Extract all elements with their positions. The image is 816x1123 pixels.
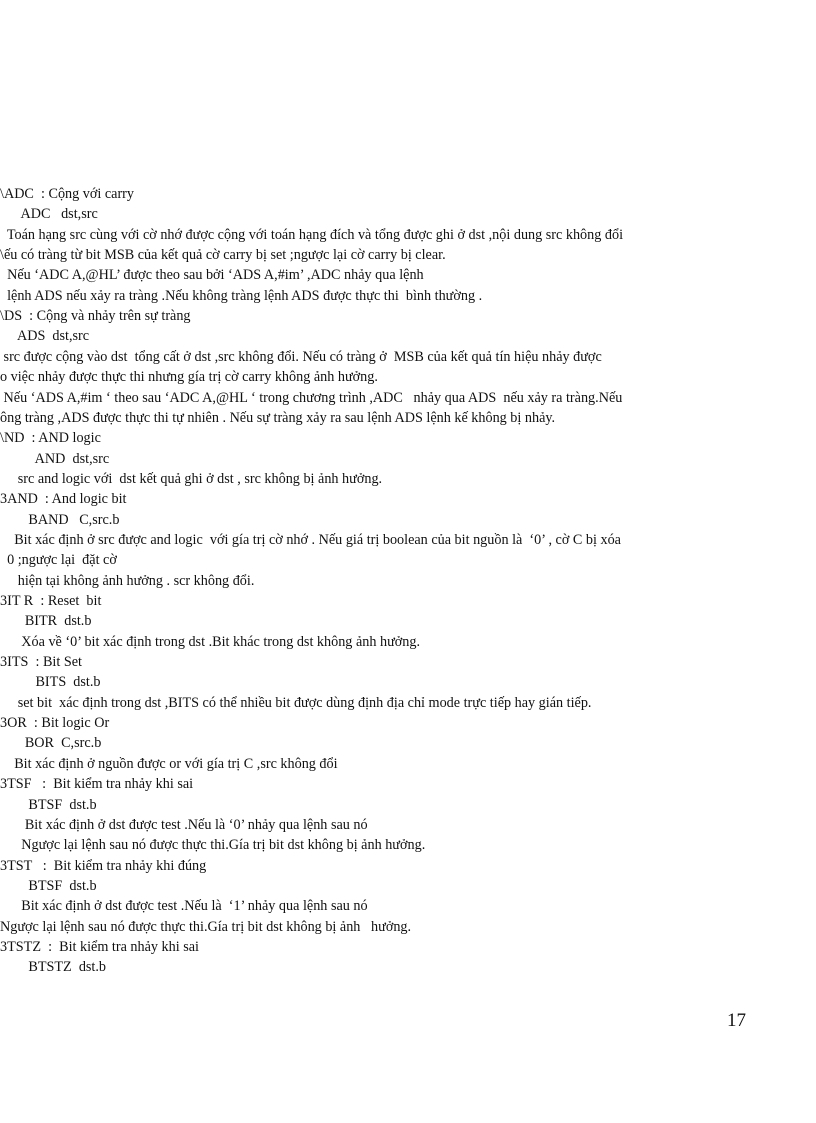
text-line: Ngược lại lệnh sau nó được thực thi.Gía trị bit dst không bị ảnh hưởng. [0, 918, 412, 935]
text-line: BITR dst.b [0, 613, 92, 630]
text-line: 3TSF : Bit kiểm tra nhảy khi sai [0, 776, 194, 793]
text-line: ADS dst,src [0, 328, 90, 345]
text-line: src and logic với dst kết quả ghi ở dst , src không bị ảnh hưởng. [0, 470, 383, 487]
text-line: 3AND : And logic bit [0, 491, 127, 508]
text-line: \ADC : Cộng với carry [0, 186, 134, 202]
text-line: BTSF dst.b [0, 877, 97, 894]
text-line: \ND : AND logic [0, 430, 101, 447]
text-line: BITS dst.b [0, 674, 101, 691]
text-line: Ngược lại lệnh sau nó được thực thi.Gía trị bit dst không bị ảnh hưởng. [0, 837, 426, 854]
text-line: Nếu ‘ADS A,#im ‘ theo sau ‘ADC A,@HL ‘ trong chương trình ,ADC nhảy qua ADS nếu xảy ra tràng.Nếu [0, 389, 623, 406]
text-line: Bit xác định ở nguồn được or với gía trị C ,src không đổi [0, 755, 338, 772]
text-line: Bit xác định ở dst được test .Nếu là ‘0’ nhảy qua lệnh sau nó [0, 816, 368, 833]
text-line: 3IT R : Reset bit [0, 593, 102, 609]
text-line: o việc nhảy được thực thi nhưng gía trị cờ carry không ảnh hưởng. [0, 369, 378, 386]
text-line: hiện tại không ảnh hưởng . scr không đổi. [0, 572, 255, 589]
text-line: set bit xác định trong dst ,BITS có thể nhiều bit được dùng định địa chỉ mode trực tiếp hay gián tiếp. [0, 694, 592, 711]
text-line: Toán hạng src cùng với cờ nhớ được cộng với toán hạng đích và tổng được ghi ở dst ,nội dung src không đổi [0, 226, 624, 243]
text-line: Bit xác định ở src được and logic với gía trị cờ nhớ . Nếu giá trị boolean của bit nguồn là ‘0’ , cờ C bị xóa [0, 531, 621, 548]
text-line: \ếu có tràng từ bit MSB của kết quả cờ carry bị set ;ngược lại cờ carry bị clear. [0, 247, 446, 264]
text-line: ông tràng ,ADS được thực thi tự nhiên . Nếu sự tràng xảy ra sau lệnh ADS lệnh kế không bị nhảy. [0, 409, 556, 426]
text-line: AND dst,src [0, 450, 110, 467]
text-line: BTSF dst.b [0, 796, 97, 813]
page-number: 17 [727, 1010, 746, 1031]
text-line: src được cộng vào dst tổng cất ở dst ,src không đổi. Nếu có tràng ở MSB của kết quả tín hiệu nhảy được [0, 348, 602, 365]
text-line: Nếu ‘ADC A,@HL’ được theo sau bởi ‘ADS A,#im’ ,ADC nhảy qua lệnh [0, 267, 424, 284]
text-line: Xóa về ‘0’ bit xác định trong dst .Bit khác trong dst không ảnh hưởng. [0, 633, 420, 650]
text-line: BAND C,src.b [0, 511, 120, 528]
text-line: 0 ;ngược lại đặt cờ [0, 552, 117, 569]
text-line: ADC dst,src [0, 206, 98, 223]
text-line: 3ITS : Bit Set [0, 654, 82, 671]
text-line: BOR C,src.b [0, 735, 102, 752]
text-line: lệnh ADS nếu xảy ra tràng .Nếu không tràng lệnh ADS được thực thi bình thường . [0, 287, 483, 304]
text-line: Bit xác định ở dst được test .Nếu là ‘1’ nhảy qua lệnh sau nó [0, 898, 368, 915]
text-line: 3OR : Bit logic Or [0, 715, 110, 732]
text-line: BTSTZ dst.b [0, 959, 107, 976]
text-line: \DS : Cộng và nhảy trên sự tràng [0, 308, 191, 325]
text-line: 3TSTZ : Bit kiểm tra nhảy khi sai [0, 938, 199, 955]
text-line: 3TST : Bit kiểm tra nhảy khi đúng [0, 857, 207, 874]
